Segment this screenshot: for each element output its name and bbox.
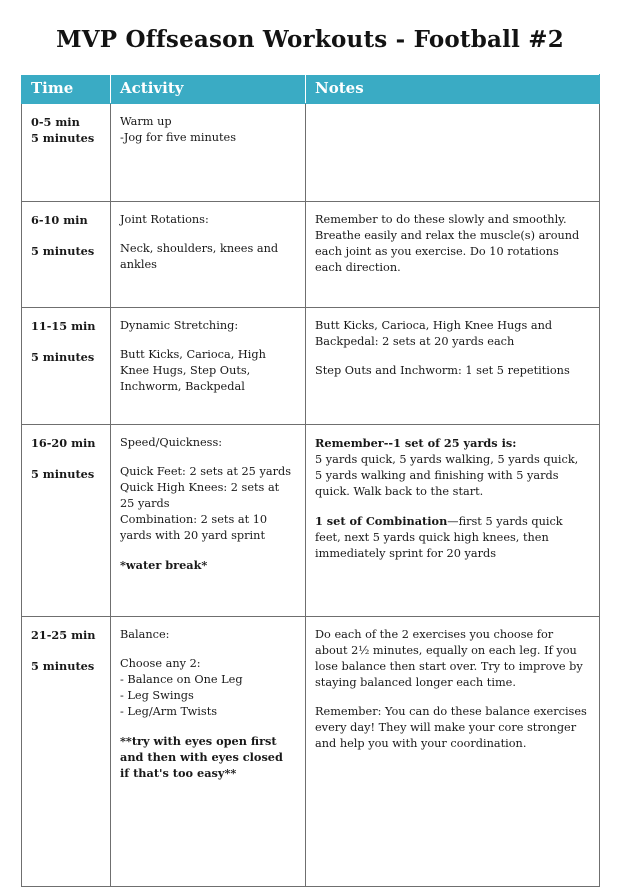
note-text: 5 yards quick, 5 yards walking, 5 yards quick, 5 yards walking and finishing with 5 yards quick. Walk back to the start. bbox=[315, 452, 579, 498]
note-paragraph bbox=[315, 513, 589, 562]
activity-line: -Jog for five minutes bbox=[120, 130, 237, 144]
cell-time bbox=[22, 616, 111, 886]
note-paragraph bbox=[315, 318, 589, 350]
time-range: 16-20 min bbox=[31, 435, 96, 450]
activity-line: Quick High Knees: 2 sets at 25 yards bbox=[120, 480, 280, 510]
note-text: Remember: You can do these balance exercises every day! They will make your core stronger and help you with your coordination. bbox=[315, 704, 587, 750]
note-paragraph bbox=[315, 363, 589, 379]
cell-activity bbox=[111, 307, 306, 424]
activity-line: Quick Feet: 2 sets at 25 yards bbox=[120, 464, 292, 478]
cell-notes bbox=[306, 616, 600, 886]
note-text: Butt Kicks, Carioca, High Knee Hugs and Backpedal: 2 sets at 20 yards each bbox=[315, 318, 553, 348]
activity-heading: Joint Rotations: bbox=[120, 212, 209, 226]
time-range: 0-5 min bbox=[31, 114, 80, 129]
activity-note: **try with eyes open first and then with eyes closed if that's too easy** bbox=[120, 733, 283, 780]
cell-activity bbox=[111, 103, 306, 201]
activity-line: - Leg/Arm Twists bbox=[120, 704, 218, 718]
table-row bbox=[22, 307, 600, 424]
note-text: —first 5 yards quick feet, next 5 yards quick high knees, then immediately sprint for 20 yards bbox=[315, 514, 563, 560]
cell-notes bbox=[306, 201, 600, 307]
time-range: 11-15 min bbox=[31, 318, 96, 333]
activity-note: Neck, shoulders, knees and ankles bbox=[120, 241, 279, 271]
activity-line: Combination: 2 sets at 10 yards with 20 yard sprint bbox=[120, 512, 268, 542]
note-paragraph bbox=[315, 704, 589, 752]
table-row bbox=[22, 616, 600, 886]
table-row bbox=[22, 201, 600, 307]
activity-note: Butt Kicks, Carioca, High Knee Hugs, Step Outs, Inchworm, Backpedal bbox=[120, 347, 266, 393]
activity-heading: Dynamic Stretching: bbox=[120, 318, 239, 332]
cell-notes bbox=[306, 103, 600, 201]
note-lead: Remember--1 set of 25 yards is: bbox=[315, 435, 517, 450]
cell-activity bbox=[111, 201, 306, 307]
workout-schedule-table bbox=[21, 74, 600, 887]
page-title: MVP Offseason Workouts - Football #2 bbox=[56, 26, 564, 53]
activity-heading: Speed/Quickness: bbox=[120, 435, 223, 449]
table-header bbox=[22, 75, 600, 104]
column-header-notes: Notes bbox=[306, 75, 600, 104]
cell-activity bbox=[111, 424, 306, 616]
note-paragraph bbox=[315, 627, 589, 691]
note-text: Do each of the 2 exercises you choose for about 2½ minutes, equally on each leg. If you lose balance then start over. Try to improve by staying balanced longer each time. bbox=[315, 627, 583, 689]
activity-line: - Leg Swings bbox=[120, 688, 194, 702]
table-row bbox=[22, 424, 600, 616]
cell-time bbox=[22, 103, 111, 201]
column-header-time: Time bbox=[22, 75, 111, 104]
cell-activity bbox=[111, 616, 306, 886]
activity-heading: Warm up bbox=[120, 114, 172, 128]
activity-line: - Balance on One Leg bbox=[120, 672, 243, 686]
activity-note: *water break* bbox=[120, 557, 208, 572]
time-duration: 5 minutes bbox=[31, 130, 95, 145]
time-duration: 5 minutes bbox=[31, 243, 95, 258]
time-range: 6-10 min bbox=[31, 212, 88, 227]
time-duration: 5 minutes bbox=[31, 466, 95, 481]
cell-time bbox=[22, 307, 111, 424]
note-paragraph bbox=[315, 435, 589, 500]
table-row bbox=[22, 103, 600, 201]
time-duration: 5 minutes bbox=[31, 658, 95, 673]
table-body bbox=[22, 103, 600, 886]
note-paragraph bbox=[315, 212, 589, 276]
time-duration: 5 minutes bbox=[31, 349, 95, 364]
cell-time bbox=[22, 424, 111, 616]
time-range: 21-25 min bbox=[31, 627, 96, 642]
note-lead: 1 set of Combination bbox=[315, 513, 448, 528]
activity-line: Choose any 2: bbox=[120, 656, 201, 670]
note-text: Remember to do these slowly and smoothly. Breathe easily and relax the muscle(s) around each joint as you exercise. Do 10 rotations each direction. bbox=[315, 212, 580, 274]
cell-notes bbox=[306, 307, 600, 424]
activity-heading: Balance: bbox=[120, 627, 170, 641]
cell-notes bbox=[306, 424, 600, 616]
cell-time bbox=[22, 201, 111, 307]
column-header-activity: Activity bbox=[111, 75, 306, 104]
note-text: Step Outs and Inchworm: 1 set 5 repetitions bbox=[315, 363, 570, 377]
table-header-row bbox=[22, 75, 600, 104]
